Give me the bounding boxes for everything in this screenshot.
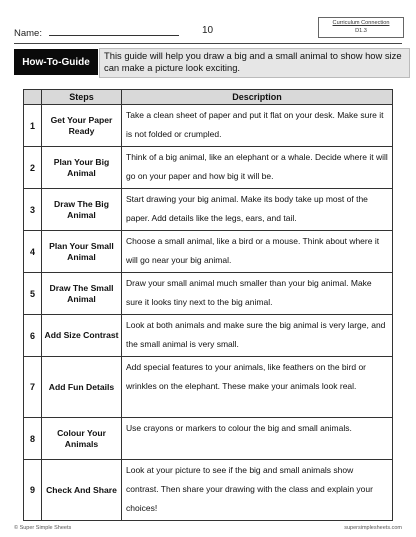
step-title: Get Your Paper Ready xyxy=(42,105,122,147)
step-title: Plan Your Small Animal xyxy=(42,231,122,273)
table-row xyxy=(24,460,393,521)
steps-table xyxy=(23,89,393,521)
step-number: 6 xyxy=(24,315,42,357)
step-title: Check And Share xyxy=(42,460,122,521)
step-number: 9 xyxy=(24,460,42,521)
step-description: Start drawing your big animal. Make its body take up most of the paper. Add details like the legs, ears, and tail. xyxy=(122,189,393,231)
table-row xyxy=(24,273,393,315)
step-title: Colour Your Animals xyxy=(42,418,122,460)
page-number: 10 xyxy=(202,25,214,36)
curriculum-connection-box xyxy=(318,17,404,38)
curriculum-code: D1.3 xyxy=(355,28,367,34)
number-column-header xyxy=(24,90,42,105)
step-title: Add Size Contrast xyxy=(42,315,122,357)
name-line[interactable] xyxy=(49,26,179,36)
step-description: Look at both animals and make sure the big animal is very large, and the small animal is very small. xyxy=(122,315,393,357)
step-description: Use crayons or markers to colour the big and small animals. xyxy=(122,418,393,460)
table-row xyxy=(24,147,393,189)
step-title: Add Fun Details xyxy=(42,357,122,418)
step-description: Add special features to your animals, like feathers on the bird or wrinkles on the elephant. These make your animals look real. xyxy=(122,357,393,418)
step-title: Plan Your Big Animal xyxy=(42,147,122,189)
step-number: 8 xyxy=(24,418,42,460)
step-title: Draw The Small Animal xyxy=(42,273,122,315)
step-description: Take a clean sheet of paper and put it flat on your desk. Make sure it is not folded or crumpled. xyxy=(122,105,393,147)
footer-copyright: © Super Simple Sheets xyxy=(14,525,72,531)
step-description: Look at your picture to see if the big and small animals show contrast. Then share your drawing with the class and explain your choices! xyxy=(122,460,393,521)
step-number: 3 xyxy=(24,189,42,231)
table-row xyxy=(24,105,393,147)
step-number: 4 xyxy=(24,231,42,273)
table-row xyxy=(24,189,393,231)
table-row xyxy=(24,357,393,418)
table-header-row xyxy=(24,90,393,105)
table-row xyxy=(24,231,393,273)
name-field[interactable] xyxy=(14,26,179,39)
step-number: 1 xyxy=(24,105,42,147)
footer-website: supersimplesheets.com xyxy=(344,525,402,531)
table-row xyxy=(24,315,393,357)
curriculum-connection-title: Curriculum Connection xyxy=(332,20,390,26)
guide-banner: How-To-Guide xyxy=(14,49,98,75)
step-number: 7 xyxy=(24,357,42,418)
step-description: Draw your small animal much smaller than your big animal. Make sure it looks tiny next to the big animal. xyxy=(122,273,393,315)
steps-column-header: Steps xyxy=(42,90,122,105)
name-label: Name: xyxy=(14,28,42,39)
table-row xyxy=(24,418,393,460)
step-number: 2 xyxy=(24,147,42,189)
header-divider xyxy=(14,43,402,44)
guide-intro: This guide will help you draw a big and a small animal to show how size can make a picture look exciting. xyxy=(99,48,410,78)
step-number: 5 xyxy=(24,273,42,315)
step-title: Draw The Big Animal xyxy=(42,189,122,231)
step-description: Choose a small animal, like a bird or a mouse. Think about where it will go near your big animal. xyxy=(122,231,393,273)
step-description: Think of a big animal, like an elephant or a whale. Decide where it will go on your paper and how big it will be. xyxy=(122,147,393,189)
description-column-header: Description xyxy=(122,90,393,105)
